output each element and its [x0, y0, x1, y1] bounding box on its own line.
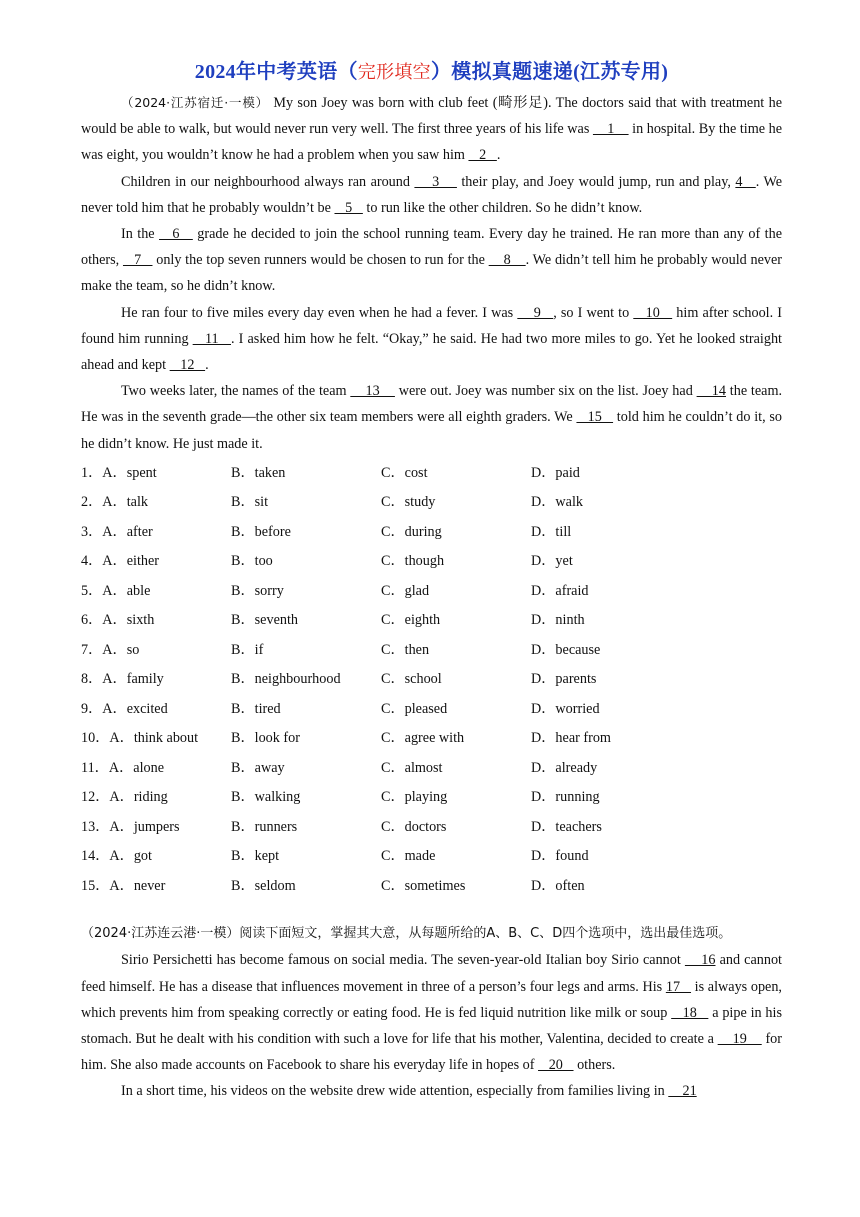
text-run: . We didn’t tell him he probably would never make the team, so he didn’t know.: [81, 252, 783, 295]
question-row: [81, 813, 782, 843]
text-run: Sirio Persichetti has become famous on social media. The seven-year-old Italian boy Sirio cannot: [121, 952, 685, 969]
option-a: [81, 606, 231, 636]
blank-17: 17: [665, 978, 692, 995]
option-text: A．family: [102, 671, 164, 688]
option-c: C．eighth: [381, 612, 441, 629]
option-d: D．till: [531, 523, 572, 540]
text-run: , so I went to: [553, 304, 634, 321]
blank-14: 14: [696, 383, 726, 400]
blank-16: 16: [684, 952, 716, 969]
option-d: D．afraid: [531, 582, 589, 599]
title-text-2: ）模拟真题速递(江苏专用): [430, 61, 669, 83]
option-c: C．playing: [381, 789, 448, 806]
option-c: C．school: [381, 671, 442, 688]
text-run: In the: [121, 226, 160, 243]
option-a: [81, 665, 231, 695]
option-d: D．often: [531, 877, 585, 894]
blank-6: 6: [159, 226, 193, 243]
question-number: 10．: [81, 730, 110, 747]
question-number: 13．: [81, 818, 110, 835]
option-c: C．during: [381, 523, 442, 540]
blank-7: 7: [122, 252, 153, 269]
option-text: A．jumpers: [109, 818, 180, 835]
question-number: 12．: [81, 789, 110, 806]
option-c: C．almost: [381, 759, 443, 776]
text-run: grade he decided to join the school running team. Every day he trained. He ran more than any of the others,: [81, 226, 782, 269]
text-run: . I asked him how he felt. “Okay,” he said. He had two more miles to go. Yet he looked straight ahead and kept: [81, 330, 782, 374]
question-row: [81, 695, 782, 725]
question-row: [81, 577, 782, 607]
option-c: C．though: [381, 553, 445, 570]
question-options: [81, 459, 782, 902]
option-text: A．think about: [109, 730, 199, 747]
text-run: Children in our neighbourhood always ran around: [121, 173, 415, 190]
option-c: C．then: [381, 641, 430, 658]
blank-10: 10: [633, 304, 673, 321]
blank-18: 18: [671, 1004, 709, 1021]
passage1-paragraph-2: [81, 169, 782, 221]
question-number: 5．: [81, 582, 103, 599]
text-run: and cannot feed himself. He has a disease that influences movement in three of a person’s four legs and arms. His: [81, 952, 783, 995]
document-page: [81, 54, 782, 1105]
option-a: [81, 724, 231, 754]
question-row: [81, 488, 782, 518]
title-highlight: 完形填空: [357, 62, 431, 82]
section-gap: [81, 901, 782, 921]
option-text: A．so: [102, 641, 140, 658]
blank-4: 4: [735, 173, 756, 190]
question-number: 1．: [81, 464, 103, 481]
blank-12: 12: [169, 357, 206, 374]
question-number: 14．: [81, 848, 110, 865]
option-d: D．walk: [531, 494, 584, 511]
question-number: 8．: [81, 671, 103, 688]
text-run: were out. Joey was number six on the list. Joey had: [394, 383, 697, 400]
passage1-paragraph-4: [81, 300, 782, 379]
option-b: B．tired: [231, 700, 281, 717]
passage2-paragraph-1: [81, 947, 782, 1078]
option-a: [81, 872, 231, 902]
text-run: Two weeks later, the names of the team: [121, 383, 351, 400]
question-row: [81, 724, 782, 754]
blank-2: 2: [468, 147, 497, 164]
option-c: C．sometimes: [381, 877, 466, 894]
question-number: 9．: [81, 700, 103, 717]
option-c: C．glad: [381, 582, 430, 599]
option-a: [81, 518, 231, 548]
option-c: C．agree with: [381, 730, 465, 747]
blank-9: 9: [517, 304, 554, 321]
page-title: [81, 54, 782, 90]
text-run: My son Joey was born with club feet (畸形足). The doctors said that with treatment he would be able to walk, but would never run very well. The first three years of his life was: [81, 95, 783, 138]
option-b: B．runners: [231, 818, 298, 835]
question-number: 6．: [81, 612, 103, 629]
question-row: [81, 636, 782, 666]
option-d: D．already: [531, 759, 598, 776]
question-row: [81, 518, 782, 548]
option-a: [81, 636, 231, 666]
question-number: 2．: [81, 494, 103, 511]
option-text: A．sixth: [102, 612, 155, 629]
option-c: C．pleased: [381, 700, 448, 717]
option-d: D．hear from: [531, 730, 611, 747]
question-number: 15．: [81, 877, 110, 894]
option-d: D．parents: [531, 671, 597, 688]
blank-1: 1: [592, 121, 629, 138]
text-run: In a short time, his videos on the website drew wide attention, especially from families living in: [121, 1083, 669, 1100]
option-text: A．never: [109, 877, 166, 894]
option-a: [81, 695, 231, 725]
question-row: [81, 872, 782, 902]
option-a: [81, 459, 231, 489]
question-row: [81, 547, 782, 577]
text-run: told him he couldn’t do it, so he didn’t know. He just made it.: [81, 409, 782, 452]
option-b: B．sorry: [231, 582, 284, 599]
question-row: [81, 754, 782, 784]
option-b: B．look for: [231, 730, 300, 747]
text-run: . We never told him that he probably wouldn’t be: [81, 173, 783, 216]
text-run: their play, and Joey would jump, run and play,: [456, 173, 736, 190]
option-d: D．paid: [531, 464, 580, 481]
option-text: A．riding: [109, 789, 168, 806]
option-c: C．doctors: [381, 818, 447, 835]
passage1-paragraph-3: [81, 221, 782, 300]
option-a: [81, 813, 231, 843]
option-b: B．seldom: [231, 877, 296, 894]
option-text: A．got: [109, 848, 152, 865]
text-run: others.: [573, 1057, 616, 1074]
option-a: [81, 547, 231, 577]
option-b: B．taken: [231, 464, 286, 481]
question-number: 3．: [81, 523, 103, 540]
option-b: B．before: [231, 523, 291, 540]
option-text: A．excited: [102, 700, 168, 717]
text-run: is always open, which prevents him from speaking correctly or eating food. He is fed liquid nutrition like milk or soup: [81, 978, 782, 1021]
text-run: him after school. I found him running: [81, 304, 782, 347]
blank-15: 15: [576, 409, 614, 426]
blank-21: 21: [668, 1083, 697, 1100]
option-a: [81, 754, 231, 784]
option-b: B．walking: [231, 789, 301, 806]
blank-13: 13: [350, 383, 395, 400]
text-run: .: [496, 147, 501, 164]
passage2-intro: （2024·江苏连云港·一模）阅读下面短文，掌握其大意，从每题所给的A、B、C、D四个选项中，选出最佳选项。: [81, 926, 732, 942]
option-a: [81, 783, 231, 813]
option-b: B．if: [231, 641, 264, 658]
text-run: .: [205, 357, 209, 374]
option-c: C．study: [381, 494, 436, 511]
question-number: 11．: [81, 759, 109, 776]
option-b: B．too: [231, 553, 273, 570]
option-text: A．either: [102, 553, 160, 570]
option-c: C．cost: [381, 464, 428, 481]
passage1-paragraph-5: [81, 378, 782, 457]
text-run: in hospital. By the time he was eight, you wouldn’t know he had a problem when you saw him: [81, 121, 782, 164]
option-d: D．yet: [531, 553, 573, 570]
option-b: B．kept: [231, 848, 280, 865]
option-b: B．sit: [231, 494, 269, 511]
passage1-paragraph-1: [81, 90, 782, 169]
option-a: [81, 577, 231, 607]
option-c: C．made: [381, 848, 436, 865]
option-text: A．able: [102, 582, 151, 599]
text-run: a pipe in his stomach. But he dealt with his condition with such a love for life that his mother, Valentina, decided to create a: [81, 1004, 782, 1047]
blank-5: 5: [334, 199, 363, 216]
option-a: [81, 842, 231, 872]
option-d: D．because: [531, 641, 601, 658]
blank-8: 8: [488, 252, 526, 269]
question-row: [81, 606, 782, 636]
option-b: B．seventh: [231, 612, 298, 629]
question-row: [81, 665, 782, 695]
text-run: for him. She also made accounts on Facebook to share his everyday life in hopes of: [81, 1030, 782, 1074]
passage1-source: （2024·江苏宿迁·一模）: [121, 95, 269, 110]
question-row: [81, 783, 782, 813]
option-d: D．found: [531, 848, 589, 865]
passage2-paragraph-2: [81, 1078, 782, 1104]
option-text: A．after: [102, 523, 153, 540]
option-text: A．talk: [102, 494, 149, 511]
option-a: [81, 488, 231, 518]
option-d: D．ninth: [531, 612, 585, 629]
option-d: D．running: [531, 789, 600, 806]
option-b: B．away: [231, 759, 285, 776]
question-row: [81, 459, 782, 489]
option-d: D．teachers: [531, 818, 602, 835]
text-run: to run like the other children. So he didn’t know.: [362, 199, 643, 216]
option-d: D．worried: [531, 700, 600, 717]
option-text: A．spent: [102, 464, 157, 481]
text-run: only the top seven runners would be chosen to run for the: [152, 252, 489, 269]
question-number: 4．: [81, 553, 103, 570]
option-text: A．alone: [108, 759, 165, 776]
question-number: 7．: [81, 641, 103, 658]
blank-11: 11: [192, 330, 231, 347]
blank-19: 19: [717, 1030, 762, 1047]
question-row: [81, 842, 782, 872]
blank-3: 3: [414, 173, 457, 190]
title-text-1: 2024年中考英语（: [194, 61, 358, 83]
blank-20: 20: [538, 1057, 574, 1074]
text-run: He ran four to five miles every day even when he had a fever. I was: [121, 304, 518, 321]
option-b: B．neighbourhood: [231, 671, 341, 688]
text-run: the team. He was in the seventh grade—the other six team members were all eighth graders. We: [81, 383, 783, 426]
